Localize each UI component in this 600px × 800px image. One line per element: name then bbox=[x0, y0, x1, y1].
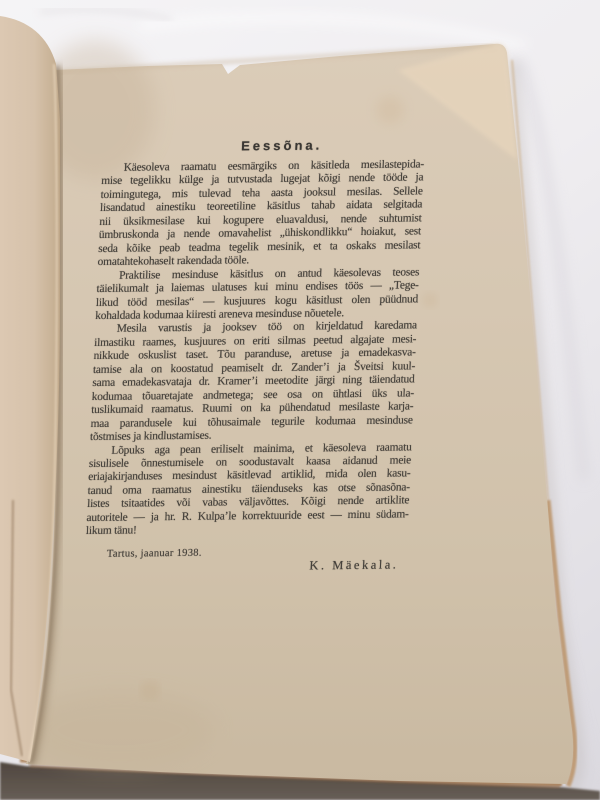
text-line: eriajakirjanduses mesindust käsitlevad artiklid, mida olen kasu- bbox=[88, 467, 411, 484]
text-line: ilmastiku raames, kusjuures on eriti silmas peetud algajate mesi- bbox=[93, 333, 417, 349]
text-line: seda kõike peab teadma tegelik mesinik, et ta oskaks mesilast bbox=[97, 239, 421, 255]
text-line: kohaldada kodumaa kiiresti areneva mesinduse nõuetele. bbox=[95, 307, 345, 322]
text-line: kodumaa tõuaretajate andmetega; see osa on ühtlasi üks ula- bbox=[91, 387, 415, 403]
page-title: Eessõna. bbox=[240, 137, 323, 154]
text-line: mise tegelikku külge ja tutvustada lugejat kõigi nende tööde ja bbox=[100, 171, 424, 188]
text-line: Lõpuks aga pean eriliselt mainima, et käesoleva raamatu bbox=[111, 440, 412, 457]
text-line: lisandatud ainestiku teoreetiline käsitlus tahab aidata selgitada bbox=[99, 198, 423, 215]
text-line: Praktilise mesinduse käsitlus on antud käesolevas teoses bbox=[118, 265, 420, 282]
signature: K. Mäekala. bbox=[309, 557, 399, 573]
text-line: listes tsitaatides või vabas väljavõttes. Kõigi nende artiklite bbox=[86, 494, 410, 511]
text-line: tõstmises ja kindlustamises. bbox=[89, 429, 212, 444]
text-line: tamise ala on koostatud peamiselt dr. Zander’i ja Šveitsi kuul- bbox=[92, 360, 416, 376]
foreword-paragraphs bbox=[86, 158, 425, 538]
text-line: Käesoleva raamatu eesmärgiks on käsitleda mesilastepida- bbox=[123, 158, 425, 174]
text-line: sama emadekasvataja dr. Kramer’i meetodite järgi ning täiendatud bbox=[92, 373, 415, 390]
text-line: autoritele — ja hr. R. Kulpa’le korrektuuride eest — minu südam- bbox=[86, 508, 409, 524]
text-line: nikkude oskuslist taset. Tõu paranduse, aretuse ja emadekasva- bbox=[93, 346, 416, 363]
text-line: Mesila varustis ja jooksev töö on kirjeldatud karedama bbox=[116, 319, 418, 336]
text-line: tanud oma raamatus ainestiku täienduseks kas otse sõnasõna- bbox=[87, 481, 411, 497]
text-line: toimingutega, mis tulevad teha aasta jooksul mesilas. Sellele bbox=[100, 185, 424, 201]
text-line: tuslikumaid raamatus. Ruumi on ka pühendatud mesilaste karja- bbox=[90, 400, 414, 417]
page-text-block bbox=[84, 136, 425, 575]
text-line: likud tööd mesilas“ — kusjuures kogu käsitlust olen püüdnud bbox=[95, 292, 419, 309]
text-line: täielikumalt ja laiemas ulatuses kui minu endises töös — „Tege- bbox=[96, 279, 419, 296]
text-line: omatahtekohaselt rakendada tööle. bbox=[97, 254, 250, 269]
text-line: ümbruskonda ja nende omavahelist „ühiskondlikku“ hoiakut, sest bbox=[98, 225, 422, 242]
text-line: sisulisele õnnestumisele on soodustavalt kaasa aidanud meie bbox=[88, 454, 412, 470]
text-line: maa parandusele kui tõhusaimale tegurile kodumaa mesinduse bbox=[90, 413, 414, 430]
text-line: likum tänu! bbox=[85, 524, 137, 538]
text-line: nii üksikmesilase kui kogupere eluavaldusi, nende suhtumist bbox=[99, 212, 422, 228]
dateline: Tartus, jaanuar 1938. bbox=[106, 547, 203, 560]
